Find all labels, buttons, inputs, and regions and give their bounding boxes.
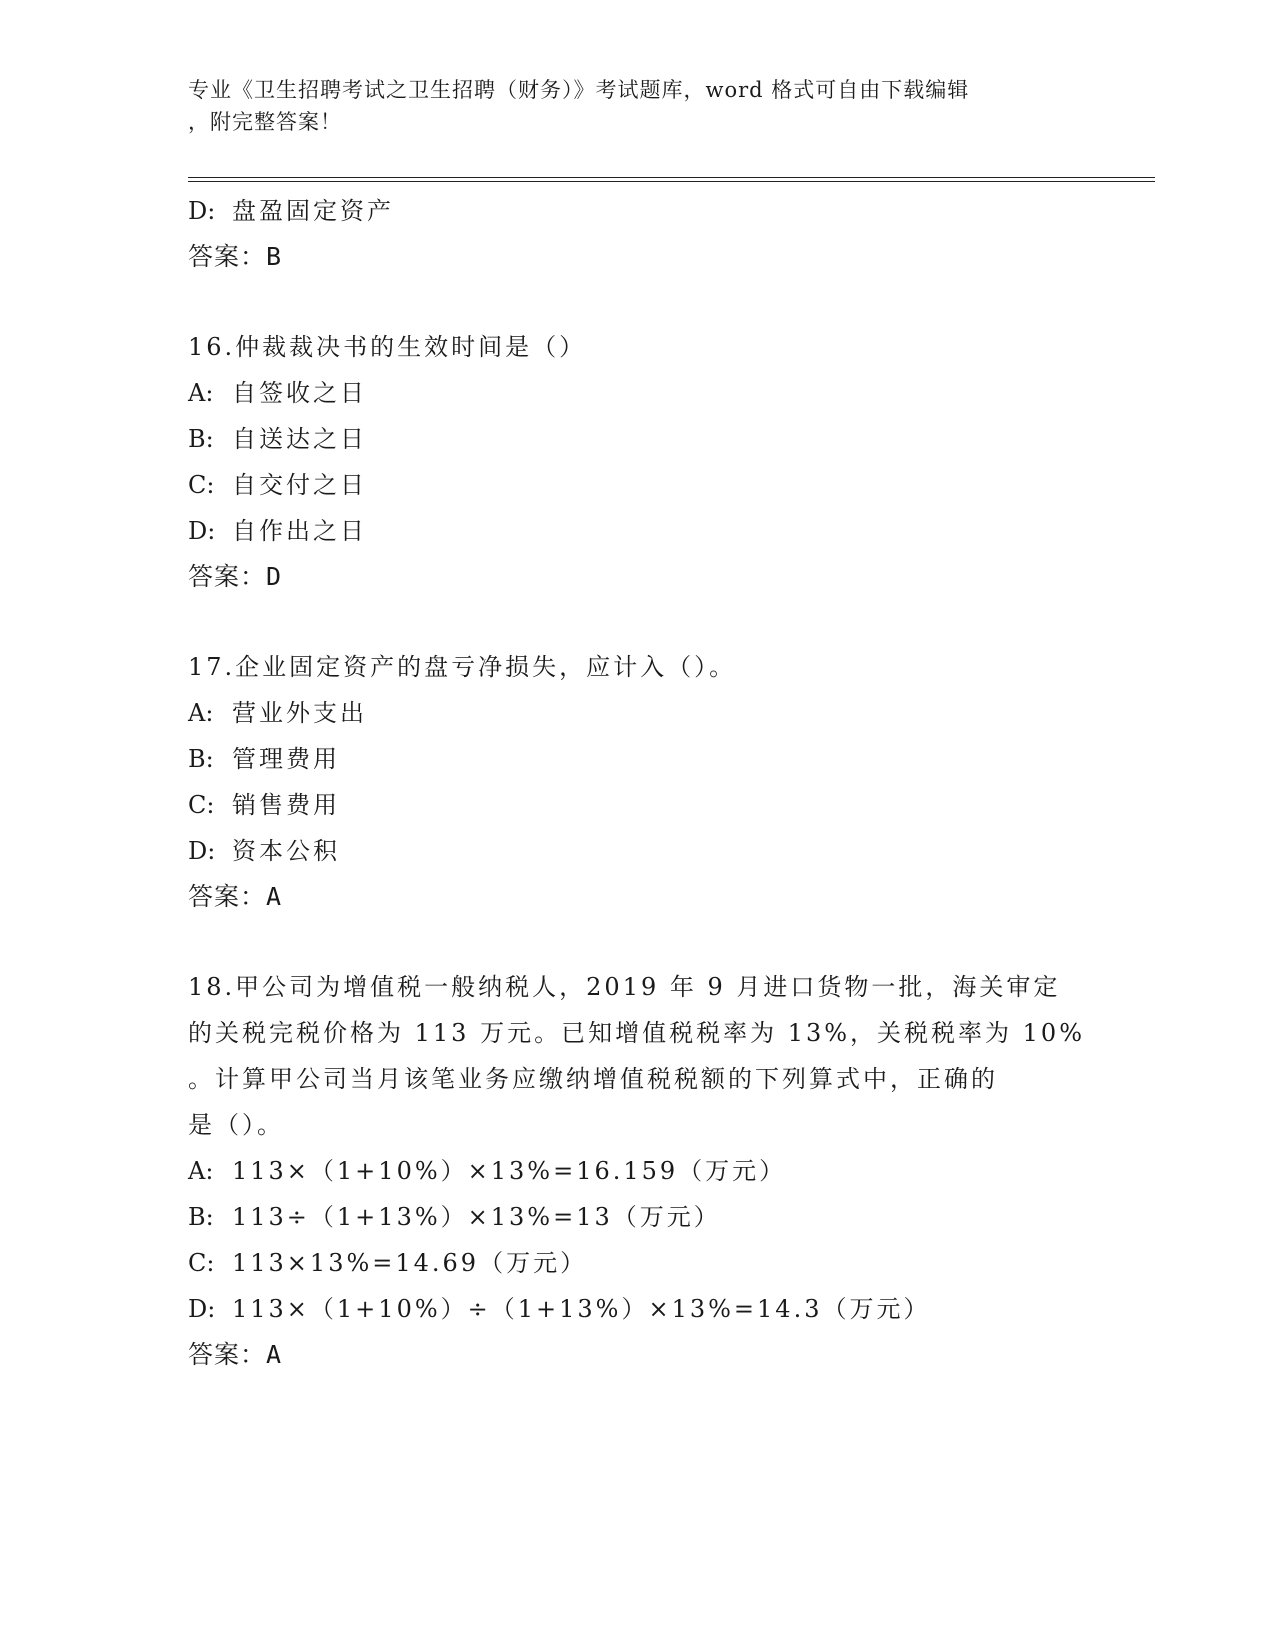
header-line-1: 专业《卫生招聘考试之卫生招聘（财务）》考试题库，word 格式可自由下载编辑: [188, 78, 970, 102]
stem-line: 的关税完税价格为 113 万元。已知增值税税率为 13%，关税税率为 10%: [188, 1019, 1086, 1047]
question-18: [188, 964, 1088, 1378]
option-text: 自签收之日: [232, 379, 367, 407]
header-divider-top: [188, 177, 1155, 178]
option-text: 盘盈固定资产: [232, 197, 394, 225]
answer-line: [188, 1332, 1088, 1378]
option-text: 113×13%=14.69（万元）: [232, 1249, 588, 1277]
spacer: [188, 280, 1088, 324]
option-text: 113×（1+10%）÷（1+13%）×13%=14.3（万元）: [232, 1295, 931, 1323]
stem-line: 18.甲公司为增值税一般纳税人，2019 年 9 月进口货物一批，海关审定: [188, 973, 1061, 1001]
option-d: [188, 508, 1088, 554]
option-label: A:: [188, 379, 214, 407]
answer-line: [188, 554, 1088, 600]
option-text: 113÷（1+13%）×13%=13（万元）: [232, 1203, 721, 1231]
option-label: D:: [188, 197, 216, 225]
stem-line: 17.企业固定资产的盘亏净损失，应计入（）。: [188, 653, 737, 681]
answer-line: [188, 874, 1088, 920]
option-label: B:: [188, 1203, 214, 1231]
document-header: [188, 74, 1088, 138]
option-label: D:: [188, 517, 216, 545]
option-text: 自送达之日: [232, 425, 367, 453]
answer-label: 答案：: [188, 242, 267, 271]
stem-line: 。计算甲公司当月该笔业务应缴纳增值税税额的下列算式中，正确的: [188, 1065, 998, 1093]
option-label: B:: [188, 745, 214, 773]
stem-line: 是（）。: [188, 1111, 284, 1139]
answer-label: 答案：: [188, 882, 267, 911]
answer-line: [188, 234, 1088, 280]
option-label: C:: [188, 1249, 215, 1277]
option-b: [188, 416, 1088, 462]
option-d: [188, 1286, 1088, 1332]
answer-value: B: [266, 242, 283, 271]
answer-label: 答案：: [188, 562, 267, 591]
option-text: 自交付之日: [232, 471, 367, 499]
option-a: [188, 690, 1088, 736]
option-b: [188, 1194, 1088, 1240]
question-stem: [188, 644, 1088, 690]
option-label: A:: [188, 1157, 214, 1185]
option-text: 113×（1+10%）×13%=16.159（万元）: [232, 1157, 787, 1185]
question-17: [188, 644, 1088, 920]
option-text: 销售费用: [232, 791, 340, 819]
spacer: [188, 600, 1088, 644]
stem-line: 16.仲裁裁决书的生效时间是（）: [188, 333, 587, 361]
option-text: 自作出之日: [232, 517, 367, 545]
option-label: C:: [188, 791, 215, 819]
answer-label: 答案：: [188, 1340, 267, 1369]
option-label: D:: [188, 837, 216, 865]
option-label: A:: [188, 699, 214, 727]
answer-value: D: [266, 562, 283, 591]
option-text: 资本公积: [232, 837, 340, 865]
option-d: [188, 188, 1088, 234]
question-stem: [188, 324, 1088, 370]
document-body: [188, 188, 1088, 1378]
option-label: D:: [188, 1295, 216, 1323]
option-b: [188, 736, 1088, 782]
header-line-2: ，附完整答案！: [188, 110, 342, 134]
option-a: [188, 1148, 1088, 1194]
question-16: [188, 324, 1088, 600]
option-label: B:: [188, 425, 214, 453]
spacer: [188, 920, 1088, 964]
option-c: [188, 1240, 1088, 1286]
option-d: [188, 828, 1088, 874]
option-a: [188, 370, 1088, 416]
answer-value: A: [266, 1340, 283, 1369]
question-stem: [188, 964, 1088, 1148]
option-text: 营业外支出: [232, 699, 367, 727]
answer-value: A: [266, 882, 283, 911]
option-c: [188, 462, 1088, 508]
option-c: [188, 782, 1088, 828]
header-divider-bottom: [188, 181, 1155, 182]
option-text: 管理费用: [232, 745, 340, 773]
option-label: C:: [188, 471, 215, 499]
